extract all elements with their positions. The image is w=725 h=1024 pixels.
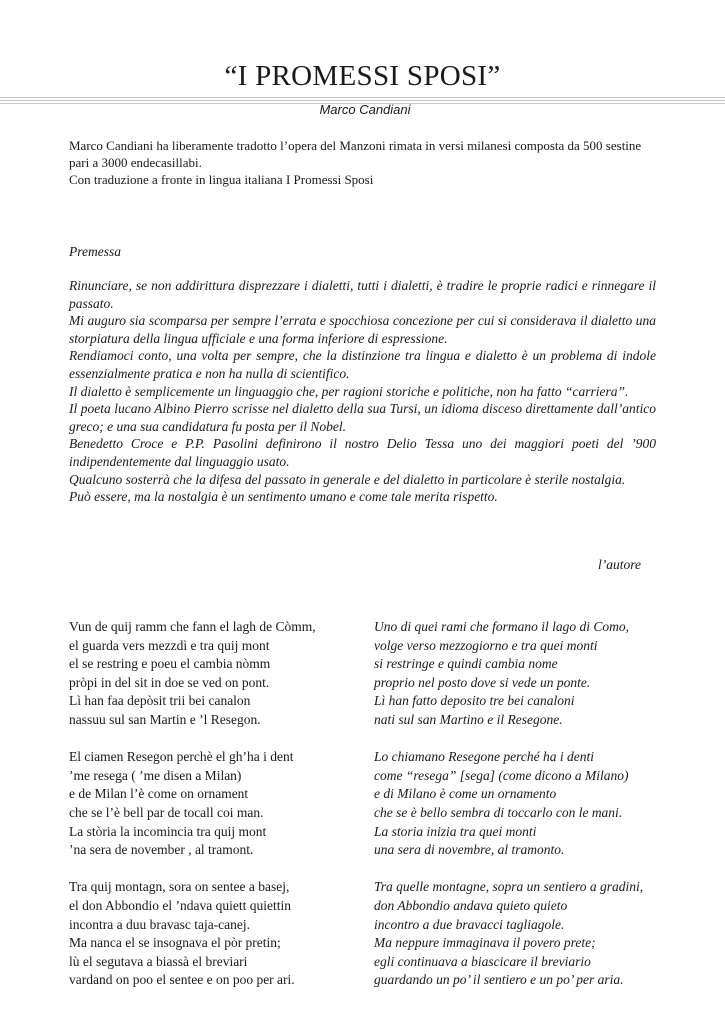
stanza [374,878,674,990]
verse-line: come “resega” [sega] (come dicono a Milano) [374,767,629,783]
verse-line: pròpi in del sit in doe se ved on pont. [69,674,270,690]
premessa-paragraph: Qualcuno sosterrà che la difesa del passato in generale e del dialetto in particolare è sterile nostalgia. [69,471,626,487]
premessa-heading: Premessa [69,244,121,259]
premessa-paragraph: Benedetto Croce e P.P. Pasolini definirono il nostro Delio Tessa uno dei maggiori poeti del ’900 indipendentemente dal linguaggio usato. [69,436,656,469]
stanza [69,748,359,860]
verse-line: si restringe e quindi cambia nome [374,656,558,672]
verse-line: Lì han faa depòsit trii bei canalon [69,693,251,709]
verse-line: ’na sera de november , al tramont. [69,842,254,858]
verse-line: ’me resega ( ’me disen a Milan) [69,767,242,783]
intro-line: pari a 3000 endecasillabi. [69,155,202,170]
italian-verses [374,618,674,1008]
verse-line: don Abbondio andava quieto quieto [374,897,568,913]
document-author: Marco Candiani [319,102,411,117]
stanza [374,618,674,730]
premessa-paragraph: Il dialetto è semplicemente un linguaggio che, per ragioni storiche e politiche, non ha fatto “carriera”. [69,383,629,399]
verse-line: che se è bello sembra di toccarlo con le mani. [374,804,623,820]
verse-line: Lo chiamano Resegone perché ha i denti [374,749,594,765]
verse-line: proprio nel posto dove si vede un ponte. [374,674,591,690]
verse-line: che se l’è bell par de tocall coi man. [69,804,264,820]
stanza [374,748,674,860]
premessa-paragraph: Rinunciare, se non addirittura disprezzare i dialetti, tutti i dialetti, è tradire le proprie radici e rinnegare il passato. [69,278,656,311]
stanza [69,878,359,990]
verse-line: volge verso mezzogiorno e tra quei monti [374,637,598,653]
premessa-paragraph: Il poeta lucano Albino Pierro scrisse nel dialetto della sua Tursi, un idioma disceso direttamente dall’antico greco; e una sua candidatura fu posta per il Nobel. [69,401,656,434]
verse-line: e di Milano è come un ornamento [374,786,557,802]
verse-line: Tra quij montagn, sora on sentee a basej, [69,879,290,895]
verse-line: Uno di quei rami che formano il lago di Como, [374,619,629,634]
verse-line: el se restring e poeu el cambia nòmm [69,656,271,672]
stanza [69,618,359,730]
verse-line: lù el segutava a biassà el breviari [69,953,248,969]
verse-line: nassuu sul san Martin e ’l Resegon. [69,711,261,727]
verse-line: Vun de quij ramm che fann el lagh de Còmm, [69,619,316,634]
premessa-signature: l’autore [598,557,641,572]
top-rule-2 [0,100,725,101]
intro-line: Marco Candiani ha liberamente tradotto l’opera del Manzoni rimata in versi milanesi composta da 500 sestine [69,138,642,153]
verse-line: guardando un po’ il sentiero e un po’ per aria. [374,972,624,988]
verse-line: incontro a due bravacci tagliagole. [374,916,565,932]
verse-line: Tra quelle montagne, sopra un sentiero a gradini, [374,879,644,895]
verse-line: Lì han fatto deposito tre bei canaloni [374,693,575,709]
premessa-paragraph: Rendiamoci conto, una volta per sempre, che la distinzione tra lingua e dialetto è un problema di indole essenzialmente pratica e non ha nulla di scientifico. [69,348,656,381]
verse-line: incontra a duu bravasc taja-canej. [69,916,251,932]
document-title: “I PROMESSI SPOSI” [224,60,501,92]
verse-line: egli continuava a biascicare il breviario [374,953,591,969]
verse-line: vardand on poo el sentee e on poo per ari. [69,972,295,988]
verse-line: e de Milan l’è come on ornament [69,786,249,802]
top-rule-1 [0,97,725,98]
intro-paragraph [69,137,669,188]
verse-line: Ma neppure immaginava il povero prete; [374,935,596,951]
verse-line: La storia inizia tra quei monti [374,823,537,839]
verse-line: La stòria la incomincia tra quij mont [69,823,267,839]
premessa-paragraph: Può essere, ma la nostalgia è un sentimento umano e come tale merita rispetto. [69,489,498,505]
milanese-verses [69,618,359,1008]
verse-line: el don Abbondio el ’ndava quiett quiettin [69,897,291,913]
intro-line: Con traduzione a fronte in lingua italiana I Promessi Sposi [69,172,374,187]
premessa-body [69,277,656,506]
premessa-paragraph: Mi auguro sia scomparsa per sempre l’errata e spocchiosa concezione per cui si considerava il dialetto una storpiatura della lingua ufficiale e una forma inferiore di espressione. [69,313,656,346]
verse-line: nati sul san Martino e il Resegone. [374,711,563,727]
verse-line: El ciamen Resegon perchè el gh’ha i dent [69,749,294,765]
verse-line: Ma nanca el se insognava el pòr pretin; [69,935,281,951]
verse-line: el guarda vers mezzdì e tra quij mont [69,637,270,653]
verse-line: una sera di novembre, al tramonto. [374,842,565,858]
